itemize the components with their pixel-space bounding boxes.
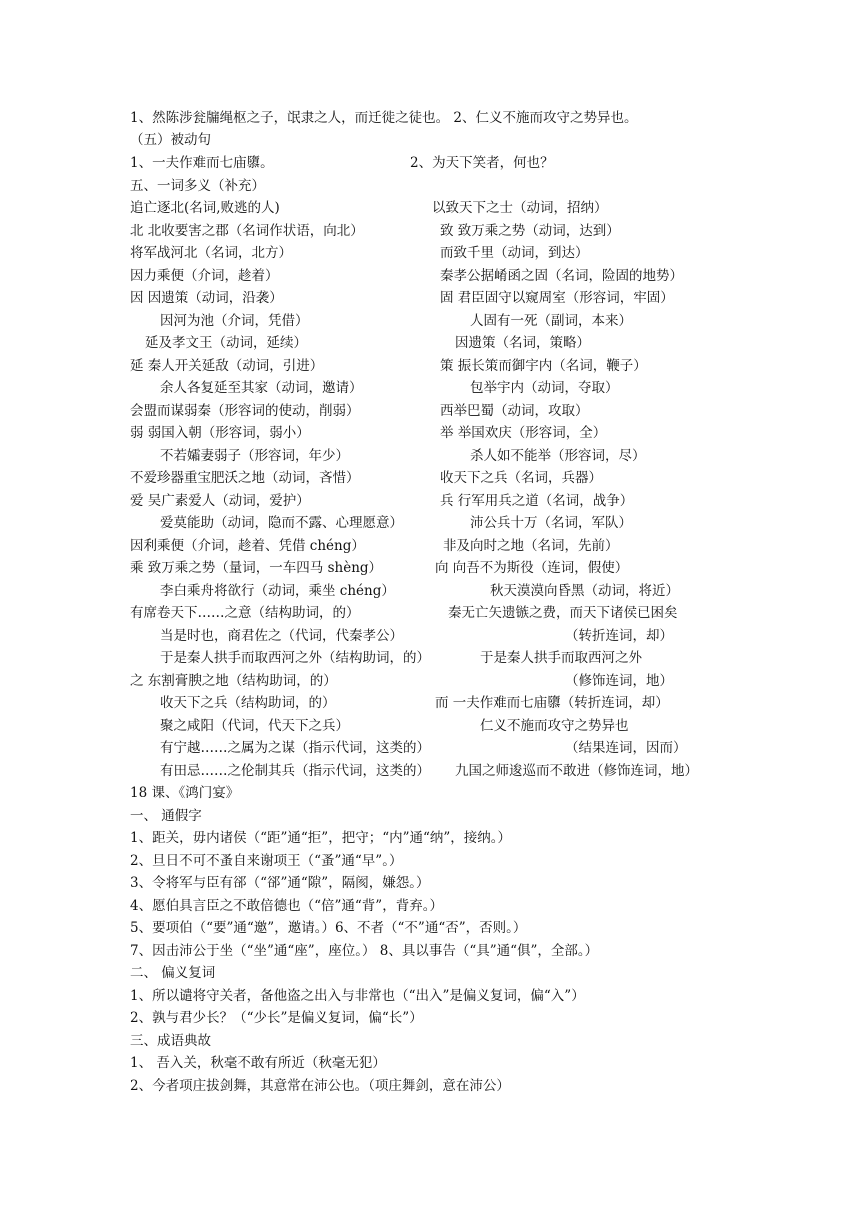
text-line: 2、今者项庄拔剑舞，其意常在沛公也。（项庄舞剑，意在沛公）	[130, 1078, 510, 1094]
text-line: 于是秦人拱手而取西河之外	[480, 650, 642, 666]
text-line: 18 课、《鸿门宴》	[130, 785, 240, 801]
text-line: 有田忌……之伦制其兵（指示代词，这类的）	[160, 763, 430, 779]
text-line: 于是秦人拱手而取西河之外（结构助词，的）	[160, 650, 430, 666]
text-line: 有宁越……之属为之谋（指示代词，这类的）	[160, 740, 430, 756]
text-line: 追亡逐北(名词,败逃的人)	[130, 200, 280, 216]
text-line: 延及孝文王（动词，延续）	[145, 335, 307, 351]
text-line: 而致千里（动词，到达）	[440, 245, 589, 261]
text-line: 5、要项伯（“要”通“邀”，邀请。）6、不者（“不”通“否”，否则。）	[130, 920, 527, 936]
text-line: 当是时也，商君佐之（代词，代秦孝公）	[160, 628, 403, 644]
text-line: 九国之师逡巡而不敢进（修饰连词，地）	[455, 763, 698, 779]
text-line: 4、愿伯具言臣之不敢倍德也（“倍”通“背”，背弃。）	[130, 898, 443, 914]
text-line: 不爱珍器重宝肥沃之地（动词，吝惜）	[130, 470, 360, 486]
text-line: 三、成语典故	[130, 1033, 211, 1049]
text-line: 而 一夫作难而七庙隳（转折连词，却）	[435, 695, 669, 711]
text-line: （五）被动句	[130, 132, 211, 148]
text-line: （修饰连词，地）	[565, 673, 673, 689]
text-line: 7、因击沛公于坐（“坐”通“座”，座位。） 8、具以事告（“具”通“俱”，全部。）	[130, 943, 599, 959]
text-line: 2、旦日不可不蚤自来谢项王（“蚤”通“早”。）	[130, 853, 403, 869]
text-line: 包举宇内（动词，夺取）	[470, 380, 619, 396]
text-line: 1、距关，毋内诸侯（“距”通“拒”，把守；“内”通“纳”，接纳。）	[130, 830, 512, 846]
text-line: 爱莫能助（动词，隐而不露、心理愿意）	[160, 515, 403, 531]
text-line: 乘 致万乘之势（量词，一车四马 shèng）	[130, 560, 383, 576]
text-line: 人固有一死（副词，本来）	[470, 313, 632, 329]
text-line: 2、为天下笑者，何也？	[410, 155, 554, 171]
text-line: 李白乘舟将欲行（动词，乘坐 chéng）	[160, 583, 395, 599]
text-line: 因遗策（名词，策略）	[455, 335, 590, 351]
text-line: 向 向吾不为斯役（连词，假使）	[435, 560, 629, 576]
text-line: 固 君臣固守以窥周室（形容词，牢固）	[440, 290, 674, 306]
text-line: 1、然陈涉瓮牖绳枢之子，氓隶之人，而迁徙之徒也。 2、仁义不施而攻守之势异也。	[130, 110, 638, 126]
text-line: 爱 吴广素爱人（动词，爱护）	[130, 493, 310, 509]
text-line: 一、 通假字	[130, 808, 202, 824]
text-line: 因 因遗策（动词，沿袭）	[130, 290, 283, 306]
text-line: 致 致万乘之势（动词，达到）	[440, 223, 620, 239]
text-line: 之 东割膏腴之地（结构助词，的）	[130, 673, 337, 689]
text-line: 北 北收要害之郡（名词作状语，向北）	[130, 223, 364, 239]
text-line: 不若孀妻弱子（形容词，年少）	[160, 448, 349, 464]
text-line: 会盟而谋弱秦（形容词的使动，削弱）	[130, 403, 360, 419]
text-line: 1、一夫作难而七庙隳。	[130, 155, 274, 171]
text-line: 西举巴蜀（动词，攻取）	[440, 403, 589, 419]
text-line: 五、一词多义（补充）	[130, 178, 265, 194]
text-line: 仁义不施而攻守之势异也	[480, 718, 629, 734]
text-line: 秦孝公据崤函之固（名词，险固的地势）	[440, 268, 683, 284]
text-line: 非及向时之地（名词，先前）	[443, 538, 619, 554]
text-line: 举 举国欢庆（形容词，全）	[440, 425, 607, 441]
text-line: 余人各复延至其家（动词，邀请）	[160, 380, 363, 396]
text-line: 将军战河北（名词，北方）	[130, 245, 292, 261]
text-line: （结果连词，因而）	[565, 740, 687, 756]
text-line: 二、 偏义复词	[130, 965, 216, 981]
text-line: 兵 行军用兵之道（名词，战争）	[440, 493, 634, 509]
text-line: 策 振长策而御宇内（名词，鞭子）	[440, 358, 647, 374]
text-line: 1、 吾入关，秋毫不敢有所近（秋毫无犯）	[130, 1055, 386, 1071]
text-line: 1、所以谴将守关者，备他盗之出入与非常也（“出入”是偏义复词，偏“入”）	[130, 988, 585, 1004]
text-line: 2、孰与君少长？（“少长”是偏义复词，偏“长”）	[130, 1010, 423, 1026]
text-line: 沛公兵十万（名词，军队）	[470, 515, 632, 531]
text-line: 因力乘便（介词，趁着）	[130, 268, 279, 284]
text-line: 因利乘便（介词，趁着、凭借 chéng）	[130, 538, 365, 554]
text-line: 收天下之兵（名词，兵器）	[440, 470, 602, 486]
text-line: （转折连词，却）	[565, 628, 673, 644]
text-line: 秋天漠漠向昏黑（动词，将近）	[490, 583, 679, 599]
text-line: 秦无亡矢遗镞之费，而天下诸侯已困矣	[448, 605, 678, 621]
text-line: 有席卷天下……之意（结构助词，的）	[130, 605, 360, 621]
text-line: 3、令将军与臣有郤（“郤”通“隙”，隔阂，嫌怨。）	[130, 875, 430, 891]
text-line: 因河为池（介词，凭借）	[160, 313, 309, 329]
text-line: 弱 弱国入朝（形容词，弱小）	[130, 425, 310, 441]
text-line: 杀人如不能举（形容词，尽）	[470, 448, 646, 464]
text-line: 以致天下之士（动词，招纳）	[432, 200, 608, 216]
text-line: 延 秦人开关延敌（动词，引进）	[130, 358, 324, 374]
text-line: 聚之咸阳（代词，代天下之兵）	[160, 718, 349, 734]
text-line: 收天下之兵（结构助词，的）	[160, 695, 336, 711]
